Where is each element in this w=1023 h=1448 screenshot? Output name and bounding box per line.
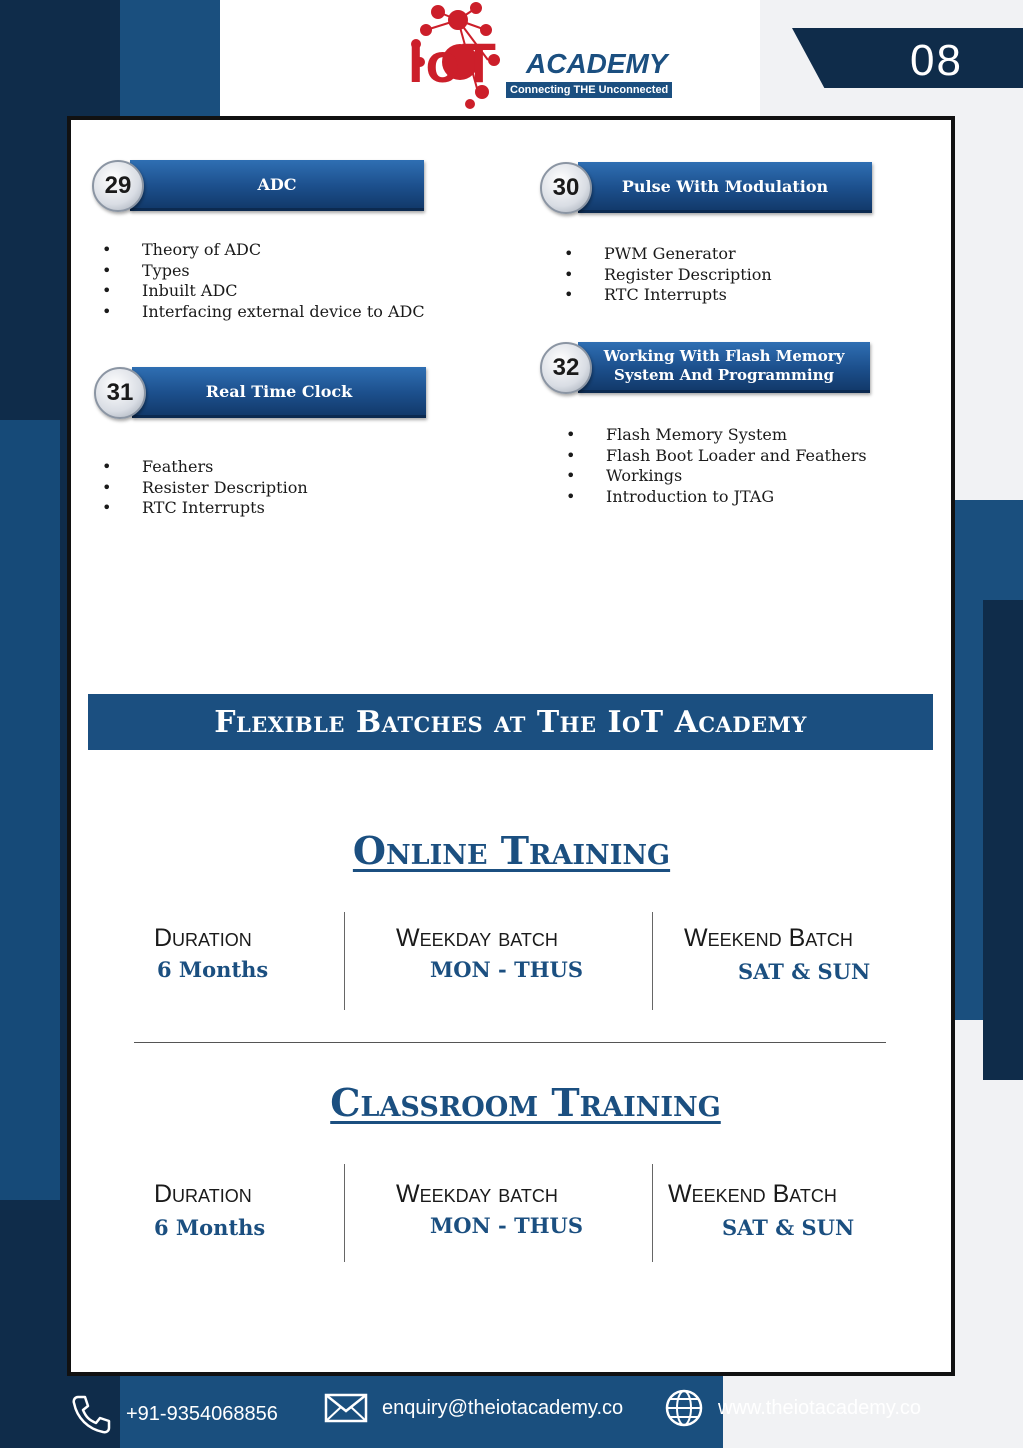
module-number: 30 (552, 174, 580, 201)
list-item: • Resister Description (102, 478, 308, 499)
module-30-title-bar (578, 162, 872, 213)
classroom-duration (154, 1180, 265, 1240)
classroom-weekday-batch (396, 1180, 583, 1238)
list-item: • Flash Boot Loader and Feathers (566, 446, 867, 467)
phone-icon (70, 1393, 112, 1435)
website-url: www.theiotacademy.co (718, 1396, 922, 1419)
globe-icon (664, 1388, 704, 1428)
duration-value: 6 Months (154, 1215, 266, 1240)
envelope-icon (324, 1393, 368, 1423)
module-title: ADC (257, 174, 297, 194)
footer-phone[interactable] (70, 1393, 278, 1435)
duration-value: 6 Months (157, 957, 269, 982)
module-29-number-badge (92, 160, 144, 212)
list-item: • Types (102, 261, 425, 282)
footer-email[interactable] (324, 1393, 623, 1423)
section-heading: Classroom Training (330, 1080, 721, 1125)
module-32-number-badge (540, 342, 592, 394)
duration-label: Duration (154, 1180, 252, 1208)
list-item: • Flash Memory System (566, 425, 867, 446)
footer-website[interactable] (664, 1388, 921, 1428)
banner-title: Flexible Batches at The IoT Academy (214, 704, 807, 740)
page-number-tab (792, 28, 1023, 88)
module-32-title-bar (578, 342, 870, 393)
module-31-topics (102, 457, 308, 519)
divider (652, 912, 653, 1010)
module-number: 31 (106, 379, 134, 406)
online-weekday-batch (396, 924, 583, 982)
list-item: • Register Description (564, 265, 772, 286)
weekend-value: SAT & SUN (738, 959, 871, 984)
module-30-number-badge (540, 162, 592, 214)
weekend-value: SAT & SUN (722, 1215, 855, 1240)
module-30-topics (564, 244, 772, 306)
logo-tagline: Connecting THE Unconnected (506, 82, 672, 98)
weekday-value: MON - THUS (430, 957, 584, 982)
section-divider (134, 1042, 886, 1043)
logo-academy-text: ACADEMY (526, 48, 668, 79)
logo-iot-text: IoT (408, 31, 498, 94)
phone-number: +91-9354068856 (126, 1402, 278, 1425)
module-title-line1: Working With Flash Memory (603, 347, 845, 365)
weekday-value: MON - THUS (430, 1213, 584, 1238)
list-item: • PWM Generator (564, 244, 772, 265)
module-number: 32 (552, 354, 580, 381)
list-item: • Inbuilt ADC (102, 281, 425, 302)
divider (344, 912, 345, 1010)
online-training-title (0, 828, 1023, 873)
list-item: • Feathers (102, 457, 308, 478)
list-item: • Introduction to JTAG (566, 487, 867, 508)
list-item: • Workings (566, 466, 867, 487)
list-item: • RTC Interrupts (102, 498, 308, 519)
duration-label: Duration (154, 924, 252, 952)
weekday-label: Weekday batch (396, 924, 558, 952)
classroom-training-title (14, 1080, 1023, 1125)
online-weekend-batch (684, 924, 870, 984)
module-32-topics (566, 425, 867, 507)
weekend-label: Weekend Batch (684, 924, 853, 952)
list-item: • RTC Interrupts (564, 285, 772, 306)
online-duration (154, 924, 268, 982)
divider (652, 1164, 653, 1262)
module-31-title-bar (132, 367, 426, 418)
module-title: Pulse With Modulation (621, 176, 829, 196)
contact-footer (0, 1378, 1023, 1448)
module-title: Real Time Clock (205, 381, 353, 401)
page-number: 08 (910, 36, 963, 85)
list-item: • Theory of ADC (102, 240, 425, 261)
classroom-weekend-batch (668, 1180, 854, 1240)
divider (344, 1164, 345, 1262)
list-item: • Interfacing external device to ADC (102, 302, 425, 323)
weekend-label: Weekend Batch (668, 1180, 837, 1208)
module-29-topics (102, 240, 425, 322)
weekday-label: Weekday batch (396, 1180, 558, 1208)
module-29-title-bar (130, 160, 424, 211)
flexible-batches-banner (88, 694, 933, 750)
module-number: 29 (104, 172, 132, 199)
email-address: enquiry@theiotacademy.co (382, 1396, 624, 1419)
iot-academy-logo (398, 0, 678, 112)
module-31-number-badge (94, 367, 146, 419)
module-title-line2: System And Programming (614, 366, 834, 384)
section-heading: Online Training (352, 828, 671, 873)
